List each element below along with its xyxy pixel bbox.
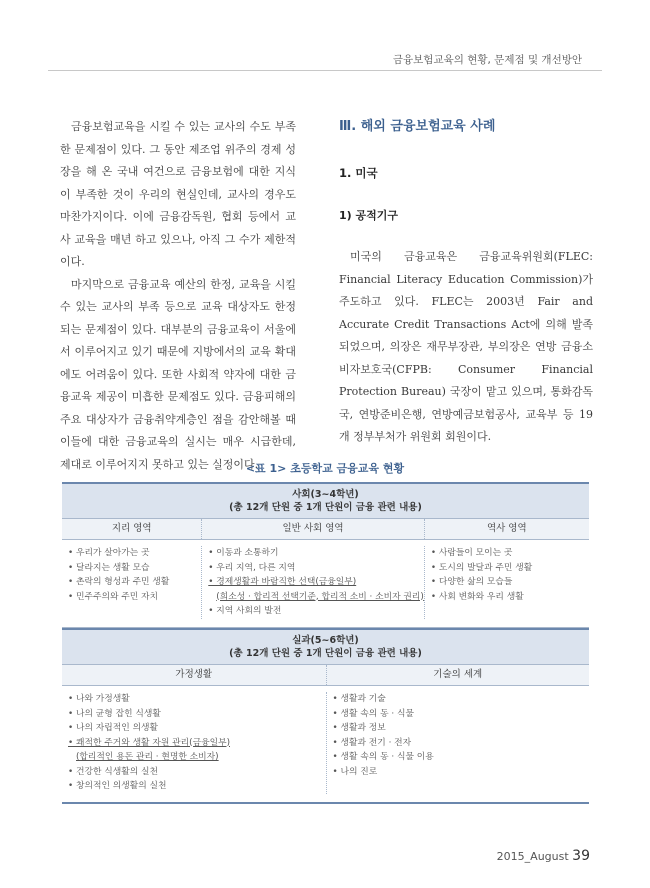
list-item: • 건강한 식생활의 실천 <box>68 766 159 777</box>
table-section-header <box>62 628 589 664</box>
table-cell-list <box>425 546 589 619</box>
table-column-headers <box>62 518 589 540</box>
list-item: • 생활과 전기 · 전자 <box>332 737 412 748</box>
list-item: • 사회 변화와 우리 생활 <box>430 591 524 602</box>
header-divider <box>48 70 602 71</box>
list-item: • 이동과 소통하기 <box>208 548 279 558</box>
table-column-header: 지리 영역 <box>62 519 202 539</box>
page-number: 39 <box>572 848 590 864</box>
list-item: • 지역 사회의 발전 <box>208 606 282 616</box>
right-column <box>339 116 593 449</box>
table-section-practical-arts <box>62 628 589 804</box>
table-caption: <표 1> 초등학교 금융교육 현황 <box>245 462 405 475</box>
list-item: • 창의적인 의생활의 실천 <box>68 781 167 791</box>
section-heading: Ⅲ. 해외 금융보험교육 사례 <box>339 119 496 134</box>
list-item: • 쾌적한 주거와 생활 자원 관리(금융일부) <box>68 737 230 748</box>
list-item: • 생활 속의 동 · 식물 이용 <box>332 752 434 762</box>
table-column-header: 기술의 세계 <box>433 669 483 680</box>
table-cell-list <box>202 546 425 619</box>
table-section-title: 실과(5~6학년) <box>292 635 359 646</box>
table-section-social <box>62 482 589 628</box>
list-item: • 촌락의 형성과 주민 생활 <box>68 577 170 587</box>
table-column-header: 가정생활 <box>62 665 327 685</box>
list-item: • 우리 지역, 다른 지역 <box>208 562 296 573</box>
table-cell-list <box>62 692 327 794</box>
table-cell-list <box>327 692 590 794</box>
table-section-subtitle: (총 12개 단원 중 1개 단원이 금융 관련 내용) <box>229 648 422 659</box>
table-column-header: 역사 영역 <box>486 523 527 534</box>
list-item: • 도시의 발달과 주민 생활 <box>430 562 533 573</box>
table-section-title: 사회(3~4학년) <box>292 489 359 500</box>
list-item: • 경제생활과 바람직한 선택(금융일부) <box>208 577 357 587</box>
table-cell-list <box>62 546 202 619</box>
body-paragraph: 마지막으로 금융교육 예산의 한정, 교육을 시킬 수 있는 교사의 부족 등으로 교육 대상자도 한정되는 문제점이 있다. 대부분의 금융교육이 서울에서 이루어지고 있기 때문에 지방에서의 교육 확대에도 어려움이 있다. 또한 사회적 약자에 대한 금융교육 제공이 미흡한 문제점도 있다. 금융피해의 주요 대상자가 금융취약계층인 점을 감안해볼 때 이들에 대한 금융교육의 실시는 매우 시급한데, 제대로 이루어지지 못하고 있는 실정이다. <box>60 277 296 471</box>
list-item: • 민주주의와 주민 자치 <box>68 591 159 602</box>
issue-label: 2015_August <box>496 850 569 863</box>
subsubsection-heading: 1) 공적기구 <box>339 209 399 222</box>
page-footer <box>497 848 590 864</box>
list-item: • 나와 가정생활 <box>68 694 130 704</box>
list-item: • 우리가 살아가는 곳 <box>68 548 150 558</box>
list-item: • 나의 균형 잡힌 식생활 <box>68 708 161 719</box>
list-item: • 다양한 삶의 모습들 <box>430 577 513 587</box>
left-column <box>60 116 296 476</box>
table-body <box>62 686 589 804</box>
list-item: • 생활과 기술 <box>332 694 386 704</box>
body-paragraph: 미국의 금융교육은 금융교육위원회(FLEC: Financial Literacy Education Commission)가 주도하고 있다. FLEC는 2003년 Fair and Accurate Credit Transactions Act에 의해 발족되었으며, 의장은 재무부장관, 부의장은 연방 금융소비자보호국(CFPB: Consumer Financial Protection Bureau) 국장이 맡고 있으며, 통화감독국, 연방준비은행, 연방예금보험공사, 교육부 등 19개 정부부처가 위원회 회원이다. <box>339 250 593 443</box>
list-item: • 생활과 정보 <box>332 723 386 733</box>
running-head: 금융보험교육의 현황, 문제점 및 개선방안 <box>392 54 582 66</box>
list-item: • 나의 자립적인 의생활 <box>68 723 159 733</box>
table-column-header: 일반 사회 영역 <box>202 519 424 539</box>
table-column-headers <box>62 664 589 686</box>
list-item: (합리적인 용돈 관리 · 현명한 소비자) <box>76 752 219 762</box>
table-body <box>62 540 589 628</box>
subsection-heading: 1. 미국 <box>339 166 378 180</box>
table-section-subtitle: (총 12개 단원 중 1개 단원이 금융 관련 내용) <box>229 502 422 513</box>
table-section-header <box>62 482 589 518</box>
list-item: (희소성 · 합리적 선택기준, 합리적 소비 · 소비자 권리) <box>216 591 424 602</box>
body-paragraph: 금융보험교육을 시킬 수 있는 교사의 수도 부족한 문제점이 있다. 그 동안 제조업 위주의 경제 성장을 해 온 국내 여건으로 금융보험에 대한 지식이 부족한 것이 우리의 현실인데, 교사의 경우도 마찬가지이다. 이에 금융감독원, 협회 등에서 교사 교육을 매년 하고 있으나, 아직 그 수가 제한적이다. <box>60 120 296 268</box>
list-item: • 생활 속의 동 · 식물 <box>332 708 414 719</box>
list-item: • 나의 진로 <box>332 766 378 777</box>
list-item: • 달라지는 생활 모습 <box>68 562 150 573</box>
list-item: • 사람들이 모이는 곳 <box>430 548 513 558</box>
